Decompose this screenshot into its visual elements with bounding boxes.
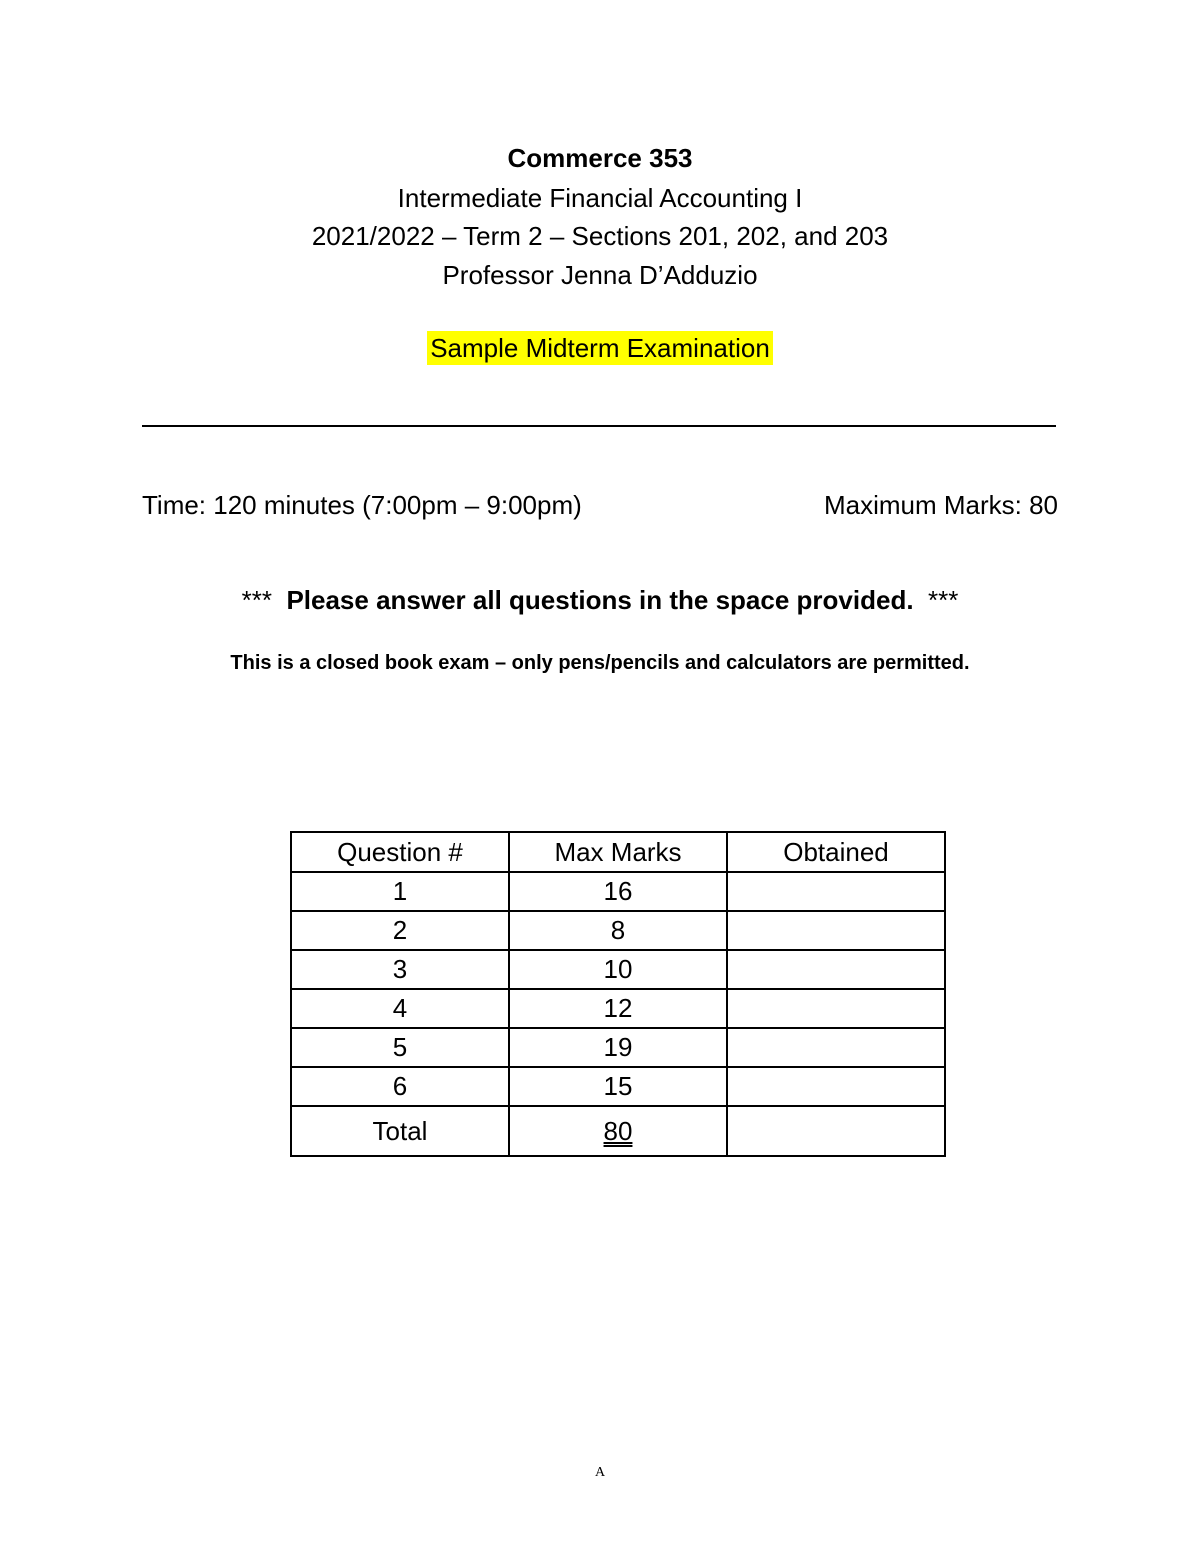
- exam-time: Time: 120 minutes (7:00pm – 9:00pm): [142, 490, 582, 520]
- professor-name: Professor Jenna D’Adduzio: [442, 260, 758, 290]
- marks-table: [290, 831, 946, 1157]
- exam-title-highlight: Sample Midterm Examination: [427, 331, 773, 365]
- header-obtained: Obtained: [727, 832, 945, 872]
- question-number-cell: 6: [291, 1067, 509, 1106]
- instruction-text: Please answer all questions in the space provided.: [286, 585, 914, 615]
- table-row: [291, 950, 945, 989]
- table-row: [291, 872, 945, 911]
- obtained-cell: [727, 1028, 945, 1067]
- question-number-cell: 4: [291, 989, 509, 1028]
- total-obtained-cell: [727, 1106, 945, 1156]
- obtained-cell: [727, 911, 945, 950]
- question-number-cell: 5: [291, 1028, 509, 1067]
- course-title: Commerce 353: [507, 143, 693, 173]
- max-marks-cell: 10: [509, 950, 727, 989]
- total-max-marks-value: 80: [603, 1115, 633, 1146]
- maximum-marks: Maximum Marks: 80: [823, 490, 1058, 520]
- max-marks-cell: 16: [509, 872, 727, 911]
- header-max-marks: Max Marks: [509, 832, 727, 872]
- exam-title: [0, 333, 1200, 364]
- max-marks-cell: 8: [509, 911, 727, 950]
- obtained-cell: [727, 989, 945, 1028]
- obtained-cell: [727, 950, 945, 989]
- total-label-cell: Total: [291, 1106, 509, 1156]
- max-marks-cell: 15: [509, 1067, 727, 1106]
- max-marks-cell: 19: [509, 1028, 727, 1067]
- course-name: Intermediate Financial Accounting I: [397, 183, 803, 213]
- answer-instruction: [0, 585, 1200, 616]
- total-row: [291, 1106, 945, 1156]
- exam-version-mark: A: [594, 1465, 606, 1480]
- horizontal-divider: [142, 425, 1056, 427]
- term-sections-line: 2021/2022 – Term 2 – Sections 201, 202, and 203: [311, 221, 889, 251]
- obtained-cell: [727, 872, 945, 911]
- table-row: [291, 911, 945, 950]
- total-max-marks-cell: [509, 1106, 727, 1156]
- table-row: [291, 1028, 945, 1067]
- header-question-number: Question #: [291, 832, 509, 872]
- instruction-stars-left: ***: [241, 585, 272, 615]
- max-marks-cell: 12: [509, 989, 727, 1028]
- question-number-cell: 1: [291, 872, 509, 911]
- instruction-stars-right: ***: [928, 585, 959, 615]
- question-number-cell: 2: [291, 911, 509, 950]
- question-number-cell: 3: [291, 950, 509, 989]
- table-row: [291, 1067, 945, 1106]
- table-row: [291, 989, 945, 1028]
- obtained-cell: [727, 1067, 945, 1106]
- closed-book-notice: This is a closed book exam – only pens/pencils and calculators are permitted.: [230, 652, 970, 674]
- marks-table-header-row: [291, 832, 945, 872]
